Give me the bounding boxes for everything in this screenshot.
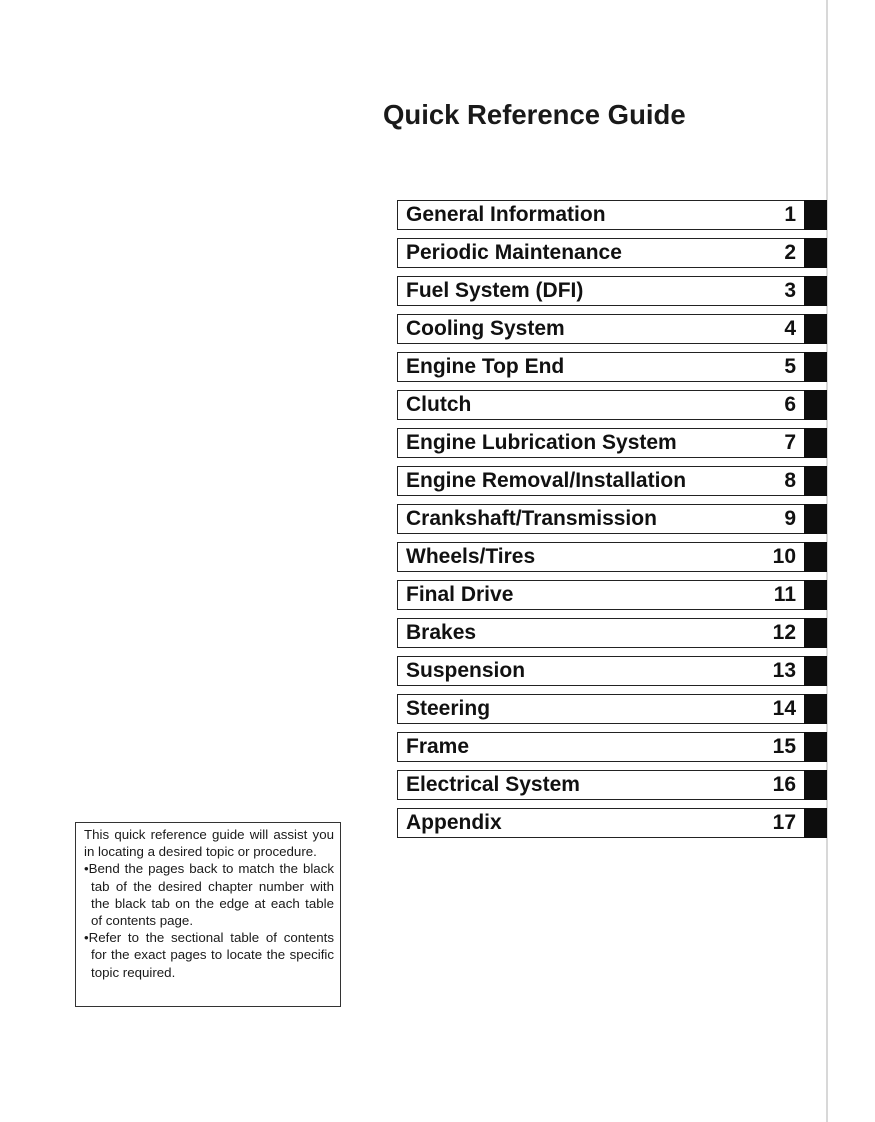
chapter-number: 11 — [773, 583, 796, 606]
chapter-label: Engine Top End — [406, 355, 565, 378]
chapter-number: 12 — [772, 621, 796, 644]
black-tab — [804, 808, 827, 838]
chapter-label: Steering — [406, 697, 491, 720]
chapter-row-5[interactable] — [397, 352, 827, 382]
chapter-row-16[interactable] — [397, 770, 827, 800]
chapter-label: Frame — [406, 735, 470, 758]
chapter-label: Clutch — [406, 393, 472, 416]
chapter-number: 3 — [784, 279, 796, 302]
black-tab — [804, 466, 827, 496]
chapter-row-11[interactable] — [397, 580, 827, 610]
chapter-label: Electrical System — [406, 773, 580, 796]
page-title: Quick Reference Guide — [383, 99, 686, 130]
chapter-number: 15 — [772, 735, 796, 758]
chapter-label: Appendix — [406, 811, 502, 834]
chapter-row-3[interactable] — [397, 276, 827, 306]
chapter-row-10[interactable] — [397, 542, 827, 572]
black-tab — [804, 732, 827, 762]
chapter-row-6[interactable] — [397, 390, 827, 420]
chapter-row-17[interactable] — [397, 808, 827, 838]
chapter-number: 17 — [772, 811, 796, 834]
chapter-row-1[interactable] — [397, 200, 827, 230]
black-tab — [804, 314, 827, 344]
black-tab — [804, 770, 827, 800]
chapter-label: Brakes — [406, 621, 477, 644]
chapter-number: 13 — [772, 659, 796, 682]
usage-note-box — [75, 822, 341, 1007]
chapter-row-9[interactable] — [397, 504, 827, 534]
black-tab — [804, 694, 827, 724]
chapter-number: 4 — [784, 317, 796, 340]
chapter-number: 7 — [784, 431, 796, 454]
chapter-row-2[interactable] — [397, 238, 827, 268]
chapter-label: General Information — [406, 203, 606, 226]
chapter-row-7[interactable] — [397, 428, 827, 458]
black-tab — [804, 428, 827, 458]
chapter-label: Engine Removal/Installation — [406, 469, 687, 492]
black-tab — [804, 504, 827, 534]
black-tab — [804, 542, 827, 572]
chapter-row-15[interactable] — [397, 732, 827, 762]
chapter-number: 5 — [784, 355, 796, 378]
note-intro: This quick reference guide will assist you in locating a desired topic or procedure. — [84, 827, 334, 860]
black-tab — [804, 580, 827, 610]
black-tab — [804, 200, 827, 230]
chapter-label: Final Drive — [406, 583, 514, 606]
chapter-label: Crankshaft/Transmission — [406, 507, 657, 530]
black-tab — [804, 238, 827, 268]
chapter-row-4[interactable] — [397, 314, 827, 344]
chapter-number: 8 — [784, 469, 796, 492]
chapter-number: 10 — [772, 545, 796, 568]
chapter-row-8[interactable] — [397, 466, 827, 496]
chapter-label: Engine Lubrication System — [406, 431, 677, 454]
black-tab — [804, 390, 827, 420]
chapter-label: Periodic Maintenance — [406, 241, 622, 264]
black-tab — [804, 276, 827, 306]
chapter-label: Wheels/Tires — [406, 545, 536, 568]
black-tab — [804, 352, 827, 382]
chapter-row-12[interactable] — [397, 618, 827, 648]
chapter-label: Fuel System (DFI) — [406, 279, 584, 302]
chapter-row-14[interactable] — [397, 694, 827, 724]
note-bullet-sectional-toc: •Refer to the sectional table of contents for the exact pages to locate the specific topic required. — [84, 930, 334, 980]
black-tab — [804, 618, 827, 648]
chapter-number: 16 — [772, 773, 796, 796]
chapter-number: 2 — [784, 241, 796, 264]
chapter-number: 1 — [784, 203, 796, 226]
note-bullet-bend-pages: •Bend the pages back to match the black tab of the desired chapter number with the black tab on the edge at each table of contents page. — [84, 861, 334, 929]
black-tab — [804, 656, 827, 686]
chapter-number: 14 — [772, 697, 796, 720]
chapter-number: 9 — [784, 507, 796, 530]
chapter-index — [397, 200, 827, 846]
chapter-label: Cooling System — [406, 317, 565, 340]
chapter-label: Suspension — [406, 659, 526, 682]
chapter-row-13[interactable] — [397, 656, 827, 686]
chapter-number: 6 — [784, 393, 796, 416]
